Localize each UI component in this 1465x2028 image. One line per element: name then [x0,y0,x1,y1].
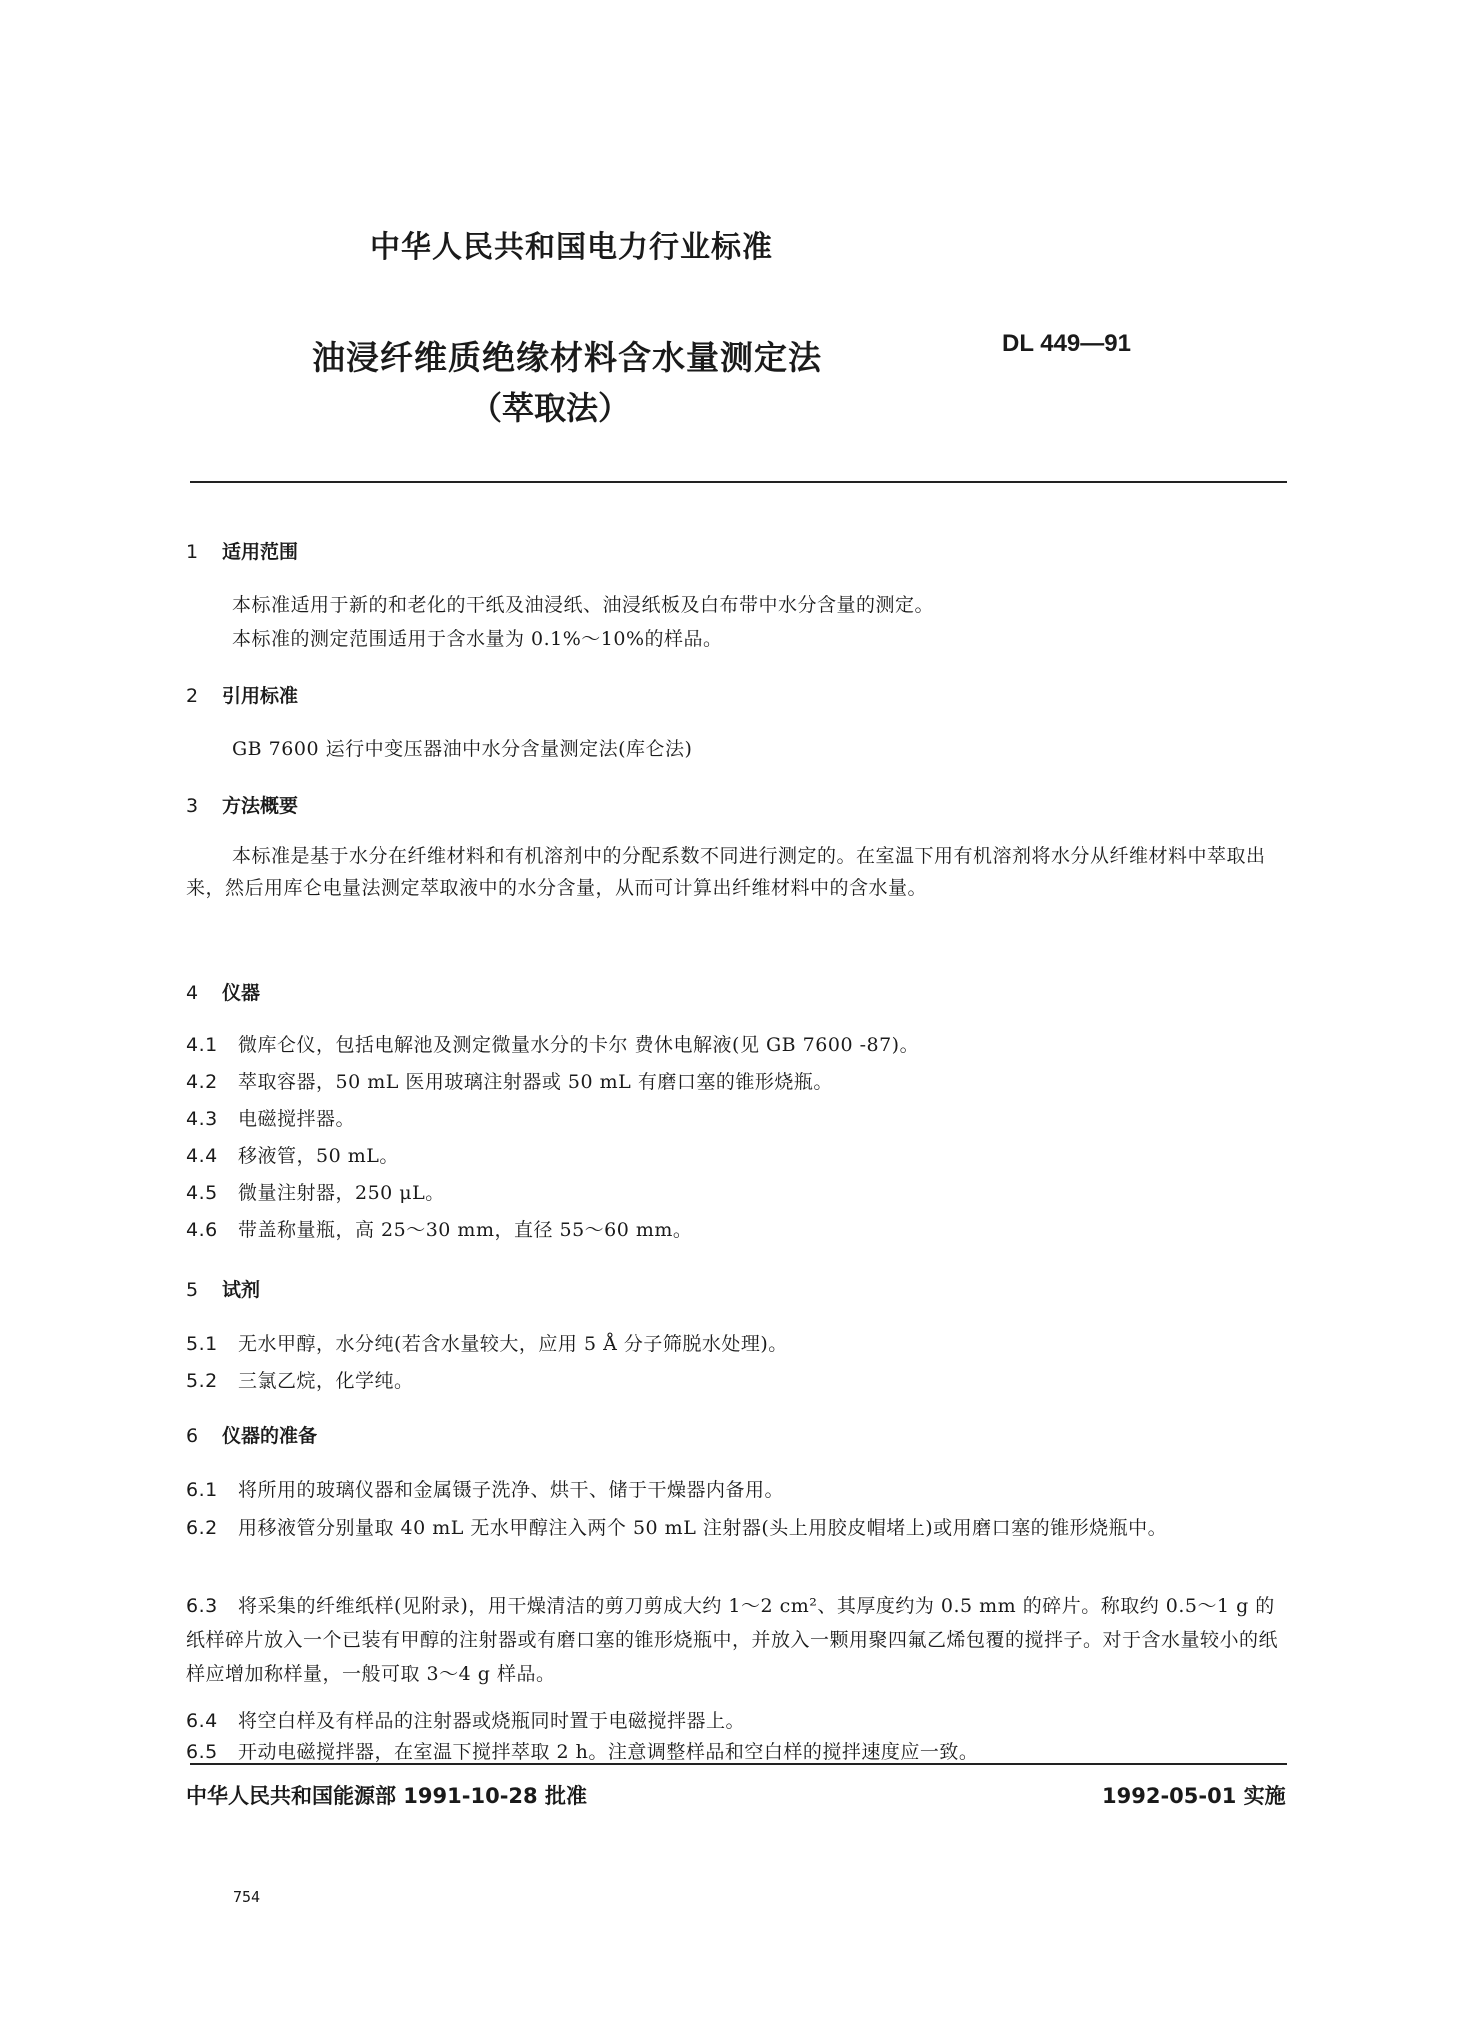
clause-number: 6.4 [186,1710,218,1732]
clause-text: 微库仑仪，包括电解池及测定微量水分的卡尔 费休电解液(见 GB 7600 -87)。 [238,1034,920,1056]
section-heading-2 [186,681,298,708]
clause-text: 用移液管分别量取 40 mL 无水甲醇注入两个 50 mL 注射器(头上用胶皮帽堵上)或用磨口塞的锥形烧瓶中。 [238,1517,1168,1539]
clause-4-1 [186,1030,919,1057]
clause-text: 将空白样及有样品的注射器或烧瓶同时置于电磁搅拌器上。 [238,1710,746,1732]
clause-text: 带盖称量瓶，高 25～30 mm，直径 55～60 mm。 [238,1219,693,1241]
clause-4-6 [186,1215,692,1242]
footer-divider [190,1763,1287,1765]
section-title: 试剂 [222,1279,261,1301]
clause-text: 电磁搅拌器。 [238,1108,356,1130]
clause-4-4 [186,1141,399,1168]
approval-date: 中华人民共和国能源部 1991-10-28 批准 [186,1784,587,1808]
clause-text: 三氯乙烷，化学纯。 [238,1370,414,1392]
clause-number: 4.3 [186,1108,218,1130]
section-number: 3 [186,795,199,817]
clause-6-5 [186,1737,978,1764]
clause-4-2 [186,1067,833,1094]
clause-number: 4.4 [186,1145,218,1167]
org-title: 中华人民共和国电力行业标准 [370,230,773,265]
clause-5-2 [186,1366,414,1393]
clause-6-3 [186,1589,1288,1691]
standard-code: DL 449—91 [1002,330,1131,357]
clause-text: 无水甲醇，水分纯(若含水量较大，应用 5 Å 分子筛脱水处理)。 [238,1333,788,1355]
effective-date: 1992-05-01 实施 [1102,1784,1286,1808]
section-number: 5 [186,1279,199,1301]
clause-number: 6.2 [186,1517,218,1539]
clause-6-1 [186,1475,784,1502]
page-number: 754 [233,1888,261,1906]
clause-number: 6.3 [186,1595,218,1617]
section-title: 方法概要 [222,795,299,817]
paragraph: 本标准的测定范围适用于含水量为 0.1%～10%的样品。 [232,628,723,650]
clause-4-5 [186,1178,445,1205]
section-heading-6 [186,1421,317,1448]
section-heading-3 [186,791,298,818]
clause-5-1 [186,1329,788,1356]
section-heading-4 [186,978,260,1005]
section-number: 6 [186,1425,199,1447]
clause-text: 微量注射器，250 μL。 [238,1182,445,1204]
section-title: 仪器的准备 [222,1425,318,1447]
clause-number: 5.1 [186,1333,218,1355]
section-title: 仪器 [222,982,261,1004]
document-subtitle: （萃取法） [470,389,631,427]
clause-number: 4.5 [186,1182,218,1204]
clause-number: 6.5 [186,1741,218,1763]
clause-text: 移液管，50 mL。 [238,1145,399,1167]
section-heading-1 [186,537,298,564]
document-title: 油浸纤维质绝缘材料含水量测定法 [312,338,822,377]
clause-number: 4.1 [186,1034,218,1056]
clause-text: 萃取容器，50 mL 医用玻璃注射器或 50 mL 有磨口塞的锥形烧瓶。 [238,1071,833,1093]
clause-6-4 [186,1706,745,1733]
header-divider [190,481,1287,483]
clause-number: 4.6 [186,1219,218,1241]
section-number: 2 [186,685,199,707]
clause-text: 将采集的纤维纸样(见附录)，用干燥清洁的剪刀剪成大约 1～2 cm²、其厚度约为 0.5 mm 的碎片。称取约 0.5～1 g 的纸样碎片放入一个已装有甲醇的注射器或有磨口塞的锥形烧瓶中，并放入一颗用聚四氟乙烯包覆的搅拌子。对于含水量较小的纸样应增加称样量，一般可取 3～4 g 样品。 [186,1595,1279,1685]
section-number: 4 [186,982,199,1004]
paragraph: GB 7600 运行中变压器油中水分含量测定法(库仑法) [232,738,693,760]
clause-text: 将所用的玻璃仪器和金属镊子洗净、烘干、储于干燥器内备用。 [238,1479,785,1501]
section-number: 1 [186,541,199,563]
paragraph: 本标准适用于新的和老化的干纸及油浸纸、油浸纸板及白布带中水分含量的测定。 [232,594,935,616]
clause-number: 4.2 [186,1071,218,1093]
clause-text: 开动电磁搅拌器，在室温下搅拌萃取 2 h。注意调整样品和空白样的搅拌速度应一致。 [238,1741,979,1763]
section-title: 引用标准 [222,685,299,707]
section-title: 适用范围 [222,541,299,563]
paragraph: 本标准是基于水分在纤维材料和有机溶剂中的分配系数不同进行测定的。在室温下用有机溶剂将水分从纤维材料中萃取出来，然后用库仑电量法测定萃取液中的水分含量，从而可计算出纤维材料中的含水量。 [186,845,1266,899]
clause-number: 6.1 [186,1479,218,1501]
clause-6-2 [186,1511,1288,1545]
clause-4-3 [186,1104,355,1131]
section-heading-5 [186,1275,260,1302]
clause-number: 5.2 [186,1370,218,1392]
